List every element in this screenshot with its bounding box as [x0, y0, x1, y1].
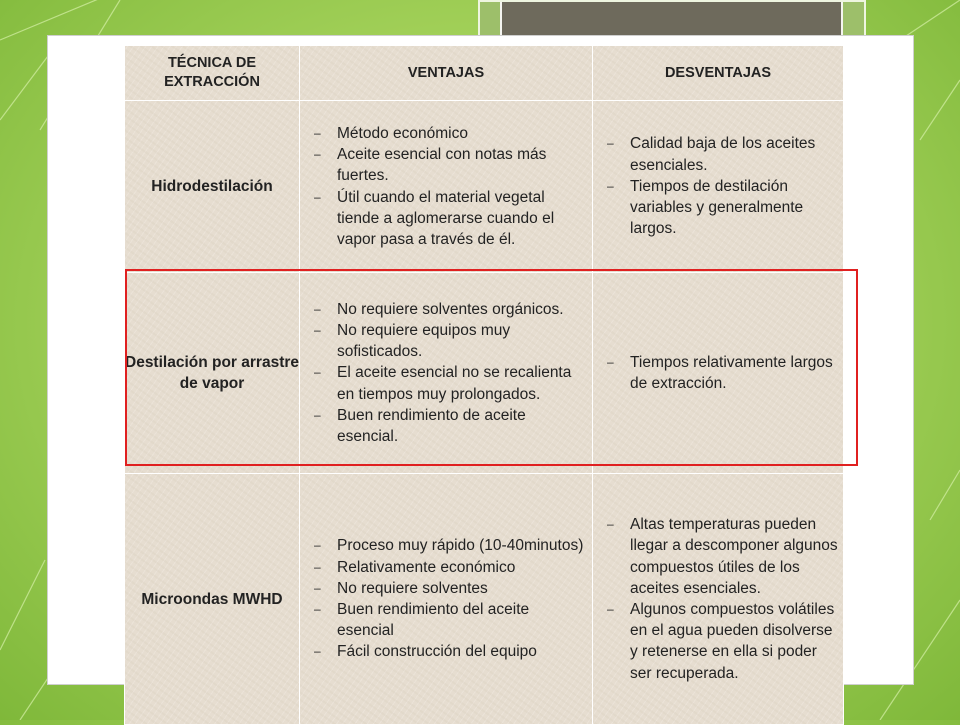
- dash-bullet-icon: –: [607, 517, 614, 532]
- list-item: – Algunos compuestos volátiles en el agua pueden disolverse y retenerse en ella si poder ser recuperada.: [607, 601, 835, 682]
- dash-bullet-icon: –: [607, 136, 614, 151]
- disadvantages-cell: [593, 273, 844, 474]
- list-item: – Calidad baja de los aceites esenciales.: [607, 135, 816, 174]
- advantages-cell: [300, 101, 593, 273]
- disadvantages-cell: [593, 474, 844, 725]
- advantages-list: [300, 299, 592, 447]
- dash-bullet-icon: –: [314, 147, 321, 162]
- advantages-list: [300, 535, 592, 662]
- dash-bullet-icon: –: [314, 125, 321, 140]
- dash-bullet-icon: –: [607, 354, 614, 369]
- extraction-techniques-table: [124, 45, 844, 725]
- list-item: – Buen rendimiento de aceite esencial.: [314, 406, 526, 445]
- disadvantages-cell: [593, 101, 844, 273]
- list-item: – El aceite esencial no se recalienta en tiempos muy prolongados.: [314, 364, 572, 403]
- dash-bullet-icon: –: [314, 322, 321, 337]
- dash-bullet-icon: –: [314, 538, 321, 553]
- dash-bullet-icon: –: [314, 189, 321, 204]
- dash-bullet-icon: –: [314, 602, 321, 616]
- header-advantages: VENTAJAS: [300, 46, 593, 101]
- technique-cell: Hidrodestilación: [125, 101, 300, 273]
- list-item: – Método económico: [306, 123, 588, 144]
- dash-bullet-icon: –: [314, 301, 321, 316]
- advantages-cell: [300, 273, 593, 474]
- list-item: – Relativamente económico: [306, 557, 588, 578]
- list-item: – Fácil construcción del equipo: [306, 641, 588, 662]
- advantages-list: [300, 123, 592, 250]
- disadvantages-list: [593, 133, 843, 239]
- dash-bullet-icon: –: [607, 602, 614, 616]
- dash-bullet-icon: –: [314, 644, 321, 659]
- table-row: [125, 101, 844, 273]
- disadvantages-list: [593, 352, 843, 394]
- advantages-cell: [300, 474, 593, 725]
- list-item: – Aceite esencial con notas más fuertes.: [314, 146, 547, 185]
- technique-cell: Microondas MWHD: [125, 474, 300, 725]
- list-item: – No requiere solventes: [306, 578, 588, 599]
- table-header-row: [125, 46, 844, 101]
- header-disadvantages: DESVENTAJAS: [593, 46, 844, 101]
- list-item: – Tiempos de destilación variables y generalmente largos.: [607, 177, 804, 238]
- list-item: – Proceso muy rápido (10-40minutos): [306, 535, 588, 556]
- technique-cell: Destilación por arrastre de vapor: [125, 273, 300, 474]
- list-item: – No requiere solventes orgánicos.: [306, 299, 588, 320]
- list-item: – No requiere equipos muy sofisticados.: [314, 321, 511, 361]
- header-technique: TÉCNICA DE EXTRACCIÓN: [125, 46, 300, 101]
- disadvantages-list: [593, 514, 843, 684]
- dash-bullet-icon: –: [314, 365, 321, 380]
- dash-bullet-icon: –: [314, 407, 321, 422]
- table-row: [125, 474, 844, 725]
- dash-bullet-icon: –: [314, 559, 321, 574]
- list-item: – Tiempos relativamente largos de extracción.: [607, 353, 833, 392]
- list-item: – Altas temperaturas pueden llegar a descomponer algunos compuestos útiles de los aceites esenciales.: [607, 516, 838, 597]
- dash-bullet-icon: –: [607, 178, 614, 193]
- list-item: – Útil cuando el material vegetal tiende a aglomerarse cuando el vapor pasa a través de él.: [314, 188, 555, 248]
- table-row: [125, 273, 844, 474]
- list-item: – Buen rendimiento del aceite esencial: [314, 601, 530, 640]
- dash-bullet-icon: –: [314, 580, 321, 595]
